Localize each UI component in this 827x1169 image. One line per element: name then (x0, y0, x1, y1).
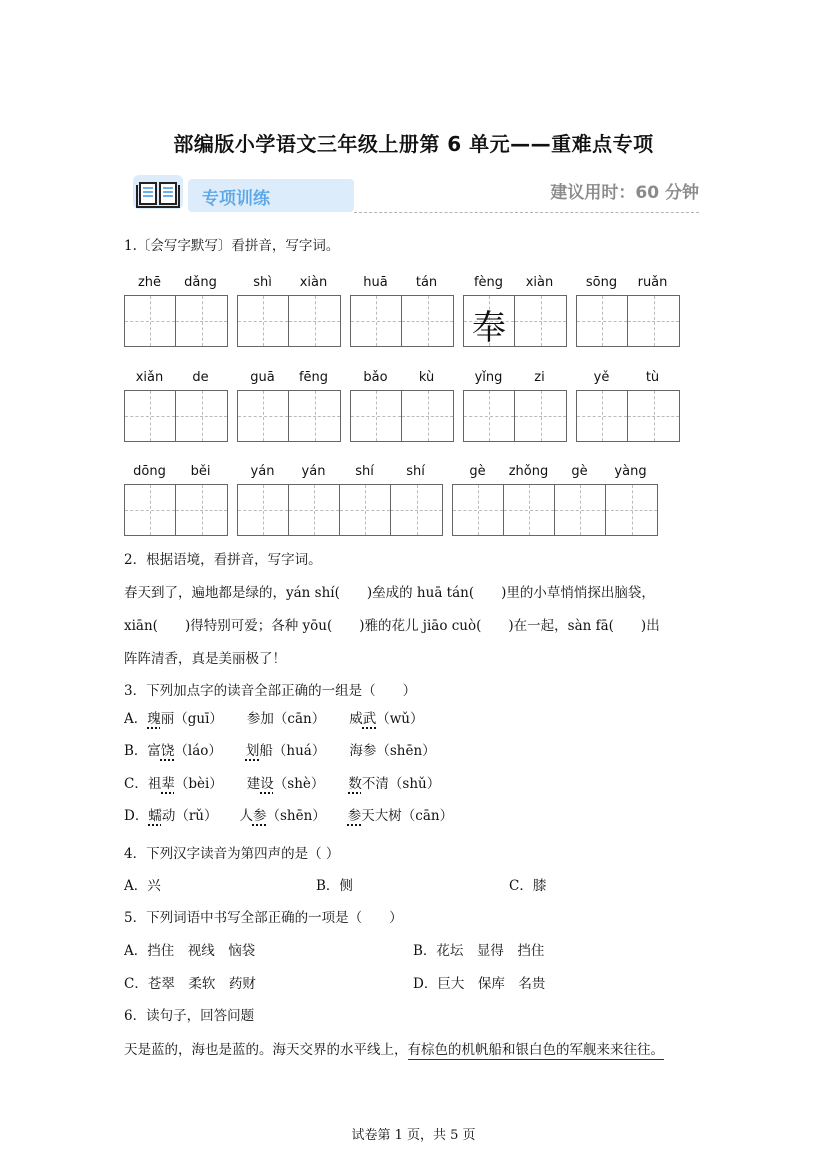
option-text: 船（huá） (259, 743, 326, 759)
q6-prompt: 6．读句子，回答问题 (124, 1008, 255, 1024)
pinyin-label: xiǎn (135, 370, 164, 385)
option-label: B． (124, 743, 148, 759)
writing-box[interactable] (238, 296, 289, 346)
pinyin-label: yán (250, 464, 275, 479)
pinyin-label: zhē (137, 275, 162, 290)
underlined-sentence: 有棕色的机帆船和银白色的军舰来来往往。 (407, 1042, 664, 1058)
q5-option-c[interactable]: C．苍翠 柔软 药财 (124, 976, 256, 992)
writing-box[interactable] (577, 391, 628, 441)
section-label: 专项训练 (202, 189, 270, 209)
writing-box[interactable] (628, 391, 679, 441)
option-text: 威 (349, 711, 363, 727)
writing-box[interactable] (125, 485, 176, 535)
tianzige-boxes (452, 484, 658, 536)
pinyin-label: zhǒng (508, 464, 549, 479)
writing-box[interactable] (453, 485, 504, 535)
option-text: 动（rǔ） (161, 808, 218, 824)
pinyin-label: yán (301, 464, 326, 479)
pinyin-label: tù (645, 370, 660, 385)
tianzige-boxes (576, 295, 680, 347)
pinyin-label: shí (406, 464, 425, 479)
dotted-char: 设 (260, 776, 274, 792)
writing-box[interactable] (504, 485, 555, 535)
tianzige-boxes (350, 390, 454, 442)
writing-box[interactable] (402, 296, 453, 346)
tianzige-boxes (124, 390, 228, 442)
option-text: 丽（guī） (160, 711, 223, 727)
pinyin-label: shí (355, 464, 374, 479)
option-label: A． (124, 711, 148, 727)
pinyin-label: xiàn (299, 275, 328, 290)
pinyin-label: zi (534, 370, 545, 385)
option-text: 人 (239, 808, 253, 824)
pinyin-label: huā (363, 275, 388, 290)
option-text: （shè） (273, 776, 325, 792)
tianzige-boxes (237, 295, 341, 347)
writing-box[interactable] (577, 296, 628, 346)
q4-option-c[interactable]: C．膝 (509, 878, 547, 894)
writing-box[interactable] (238, 485, 289, 535)
writing-box[interactable] (515, 391, 566, 441)
pinyin-label: dǎng (184, 275, 217, 290)
q2-prompt: 2．根据语境，看拼音，写字词。 (124, 552, 322, 568)
tianzige-boxes (463, 390, 567, 442)
q4-option-a[interactable]: A．兴 (124, 878, 161, 894)
writing-box[interactable] (176, 391, 227, 441)
option-text: 建 (246, 776, 261, 792)
writing-box[interactable] (391, 485, 442, 535)
dotted-char: 辈 (161, 776, 175, 792)
dotted-char: 参 (252, 808, 267, 824)
writing-box[interactable] (125, 296, 176, 346)
dotted-char: 划 (245, 743, 260, 759)
divider (354, 212, 699, 213)
pinyin-label: tán (415, 275, 438, 290)
written-char: 奉 (472, 308, 506, 348)
writing-box[interactable] (628, 296, 679, 346)
tianzige-boxes (124, 295, 228, 347)
q5-option-b[interactable]: B．花坛 显得 挡住 (413, 943, 545, 959)
option-text: （shēn） (266, 808, 326, 824)
writing-box[interactable] (515, 296, 566, 346)
q3-option-a[interactable] (124, 710, 423, 728)
q5-option-a[interactable]: A．挡住 视线 恼袋 (124, 943, 256, 959)
page-footer: 试卷第 1 页，共 5 页 (351, 1128, 476, 1143)
q6-sentence (124, 1041, 664, 1059)
tianzige-boxes (237, 390, 341, 442)
tianzige-boxes (463, 295, 567, 347)
writing-box[interactable] (289, 296, 340, 346)
q1-prompt: 1.〔会写字默写〕看拼音，写字词。 (124, 238, 340, 254)
writing-box[interactable] (176, 485, 227, 535)
q3-option-c[interactable] (124, 775, 440, 793)
pinyin-label: fèng (473, 275, 504, 290)
tianzige-boxes (124, 484, 228, 536)
pinyin-label: gè (571, 464, 588, 479)
dotted-char: 饶 (160, 743, 175, 759)
pinyin-label: gè (469, 464, 486, 479)
writing-box[interactable] (238, 391, 289, 441)
pinyin-label: guā (250, 370, 275, 385)
q4-option-b[interactable]: B．侧 (316, 878, 353, 894)
pinyin-label: kù (418, 370, 435, 385)
option-text: 不清（shǔ） (361, 776, 441, 792)
q4-prompt: 4．下列汉字读音为第四声的是（ ） (124, 846, 340, 862)
option-label: C． (124, 776, 148, 792)
dotted-char: 瑰 (147, 711, 161, 727)
option-text: 富 (147, 743, 161, 759)
pinyin-label: yàng (614, 464, 647, 479)
writing-box[interactable] (289, 485, 340, 535)
option-text: 祖 (147, 776, 162, 792)
pinyin-label: ruǎn (637, 275, 668, 290)
pinyin-label: yǐng (474, 370, 503, 385)
dotted-char: 武 (362, 711, 377, 727)
pinyin-label: fēng (298, 370, 329, 385)
book-icon (132, 174, 184, 210)
writing-box[interactable] (402, 391, 453, 441)
writing-box[interactable] (125, 391, 176, 441)
writing-box[interactable] (340, 485, 391, 535)
option-text: 海参（shēn） (349, 743, 436, 759)
writing-box[interactable] (351, 391, 402, 441)
pinyin-label: yě (593, 370, 610, 385)
q5-prompt: 5．下列词语中书写全部正确的一项是（ ） (124, 910, 403, 926)
writing-box[interactable] (289, 391, 340, 441)
q2-paragraph-line: 阵阵清香，真是美丽极了！ (124, 651, 286, 667)
tianzige-boxes (350, 295, 454, 347)
pinyin-label: xiàn (525, 275, 554, 290)
pinyin-label: shì (253, 275, 272, 290)
sentence-text: 天是蓝的，海也是蓝的。海天交界的水平线上， (124, 1042, 408, 1058)
q2-paragraph-line: 春天到了，遍地都是绿的，yán shí( )垒成的 huā tán( )里的小草悄悄探出脑袋， (124, 585, 655, 601)
tianzige-boxes (237, 484, 443, 536)
dotted-char: 参 (347, 808, 362, 824)
dotted-char: 蠕 (148, 808, 162, 824)
writing-box[interactable] (464, 296, 515, 346)
pinyin-label: bǎo (363, 370, 388, 385)
option-text: 参加（ (246, 711, 288, 727)
q5-option-d[interactable]: D．巨大 保库 名贵 (413, 976, 546, 992)
option-text: （láo） (174, 743, 222, 759)
q3-option-d[interactable] (124, 807, 453, 825)
suggested-time: 建议用时：60 分钟 (550, 183, 699, 203)
q3-prompt: 3．下列加点字的读音全部正确的一组是（ ） (124, 683, 417, 699)
dotted-char: 数 (348, 776, 362, 792)
q2-paragraph-line: xiān( )得特别可爱；各种 yōu( )雅的花儿 jiāo cuò( )在一起，sàn fā( )出 (124, 618, 660, 634)
option-text: （wǔ） (376, 711, 424, 727)
writing-box[interactable] (606, 485, 657, 535)
option-label: D． (124, 808, 149, 824)
tianzige-boxes (576, 390, 680, 442)
pinyin-label: dōng (133, 464, 166, 479)
writing-box[interactable] (351, 296, 402, 346)
writing-box[interactable] (176, 296, 227, 346)
pinyin-label: běi (190, 464, 211, 479)
option-text: （bèi） (174, 776, 223, 792)
page-title: 部编版小学语文三年级上册第 6 单元——重难点专项 (173, 132, 654, 156)
q3-option-b[interactable] (124, 742, 436, 760)
pinyin-label: de (192, 370, 209, 385)
option-text: cān (287, 711, 312, 727)
pinyin-label: sōng (585, 275, 618, 290)
option-text: ） (311, 711, 326, 727)
writing-box[interactable] (555, 485, 606, 535)
option-text: 天大树（cān） (361, 808, 454, 824)
writing-box[interactable] (464, 391, 515, 441)
